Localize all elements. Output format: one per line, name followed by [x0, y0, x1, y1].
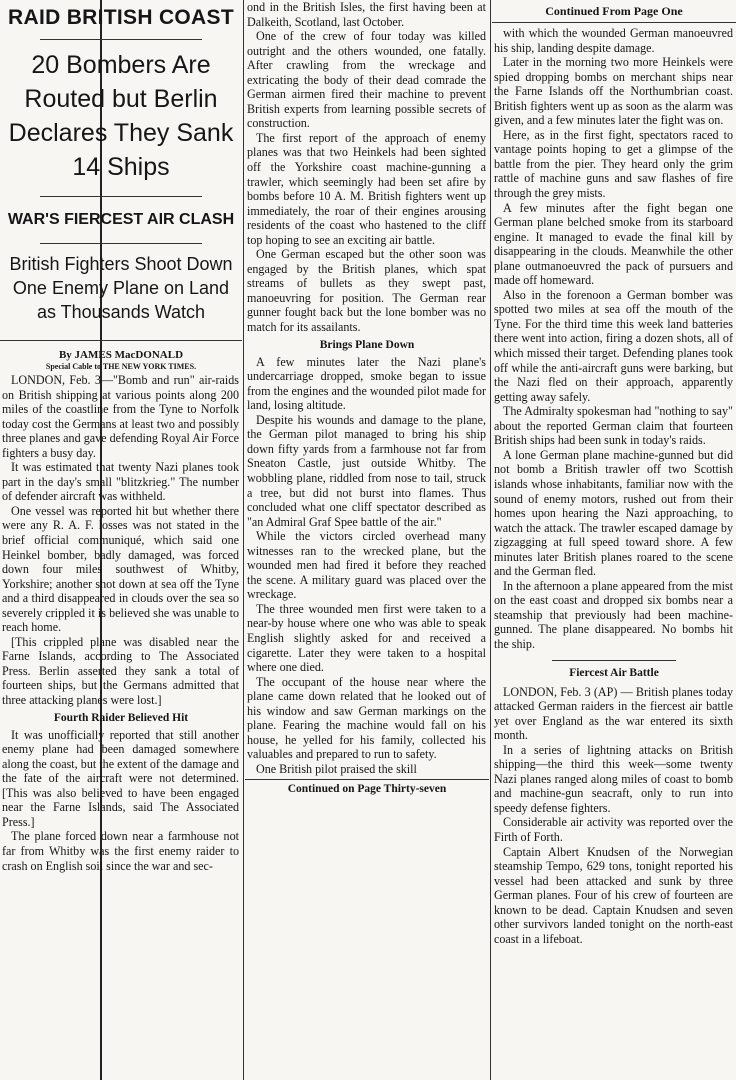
paragraph: One German escaped but the other soon was engaged by the British planes, which spat streams of bullets as they swept past, manoeuvring for position. The German rear gunner fought back but the lone bomber was no match for its assailants.	[247, 247, 486, 335]
headline-divider	[0, 340, 242, 341]
paragraph: One of the crew of four today was killed outright and the others wounded, one fatally. After crawling from the wreckage and extricating the body of their dead comrade the German airmen fired their machine to prevent British experts from learning possible secrets of construction.	[247, 29, 486, 131]
paragraph: Captain Albert Knudsen of the Norwegian steamship Tempo, 629 tons, tonight reported his vessel had been attacked and sunk by three German planes. Four of his crew of fourteen are known to be dead. Captain Knudsen and seven other survivors landed tonight on the north-east coast in a lifeboat.	[494, 844, 733, 946]
paragraph: While the victors circled overhead many witnesses ran to the wrecked plane, but the wounded men had fired it before they reached the scene. A military guard was placed over the wreckage.	[247, 529, 486, 602]
paragraph: The Admiralty spokesman had "nothing to say" about the reported German claim that fourteen British ships had been sunk in today's raids.	[494, 404, 733, 448]
paragraph: LONDON, Feb. 3—"Bomb and run" air-raids on British shipping at various points along 200 miles of the coastline from the Tyne to Norfolk today cost the Germans at least two and possibly three planes and gave defending Royal Air Force fighters a busy day.	[2, 373, 239, 460]
headline-deck-1: 20 Bombers Are Routed but Berlin Declares They Sank 14 Ships	[8, 51, 234, 181]
paragraph: A few minutes later the Nazi plane's undercarriage dropped, smoke began to issue from the engines and the wounded pilot made for land, losing altitude.	[247, 354, 486, 413]
headline-divider	[40, 196, 202, 197]
paragraph: ond in the British Isles, the first having been at Dalkeith, Scotland, last October.	[247, 0, 486, 29]
paragraph: One British pilot praised the skill	[256, 761, 417, 776]
paragraph: with which the wounded German manoeuvred his ship, landing despite damage.	[494, 26, 733, 55]
paragraph: Here, as in the first fight, spectators raced to vantage points hoping to get a glimpse of the battle from the pier. They heard only the grim rattle of machine guns and saw flashes of fire through the grey mists.	[494, 127, 733, 201]
paragraph: Considerable air activity was reported over the Firth of Forth.	[494, 815, 733, 844]
paragraph: A lone German plane machine-gunned but did not bomb a British trawler off two Scottish islands whose inhabitants, familiar now with the sound of enemy motors, rushed out from their homes upon hearing the Nazi approaching, to watch the attack. The trawler escaped damage by zigzagging at full speed toward shore. A few minutes later British planes roared to the scene and the German fled.	[494, 447, 733, 579]
header-divider	[492, 22, 736, 23]
column-3	[492, 0, 736, 1080]
column-rule	[243, 0, 244, 1080]
byline-credit: Special Cable to THE NEW YORK TIMES.	[45, 362, 197, 371]
main-headline: RAID BRITISH COAST	[8, 6, 234, 29]
headline-deck-2: WAR'S FIERCEST AIR CLASH	[7, 211, 235, 228]
subhead: Brings Plane Down	[319, 338, 415, 351]
paragraph: The occupant of the house near where the plane came down related that he looked out of his window and saw German markings on the plane. Fearing the machine would fall on his house, he yelled for his family, collected his valuables and prepared to run to safety.	[247, 674, 486, 762]
subhead: Fourth Raider Believed Hit	[53, 711, 189, 724]
headline-deck-3: British Fighters Shoot Down One Enemy Plane on Land as Thousands Watch	[9, 254, 233, 322]
continued-from-header: Continued From Page One	[545, 4, 683, 18]
column-1	[0, 0, 242, 1080]
paragraph: In the afternoon a plane appeared from the mist on the east coast and dropped six bombs near a steamship that previously had been machine-gunned. The plane disappeared. No bombs hit the ship.	[494, 578, 733, 651]
paragraph: Later in the morning two more Heinkels were spied dropping bombs on merchant ships near the Farne Islands off the Northumbrian coast. British fighters went up as soon as the alarm was given, and a few minutes later the fight was on.	[494, 55, 733, 128]
paragraph: Despite his wounds and damage to the plane, the German pilot managed to bring his ship down fifty yards from a farmhouse not far from Sneaton Castle, just outside Whitby. The wobbling plane, riddled from nose to tail, struck a tree, but did not burst into flames. Thus concluded what one cliff spectator described as "an Admiral Graf Spee battle of the air."	[247, 412, 486, 529]
column-2	[245, 0, 489, 1080]
headline-divider	[40, 39, 202, 40]
paragraph: It was estimated that twenty Nazi planes took part in the day's small "blitzkrieg." The number of defender aircraft was withheld.	[2, 460, 239, 504]
paragraph: It was unofficially reported that still another enemy plane had been damaged somewhere along the coast, but the extent of the damage and the fate of the aircraft were not determined. [This was also believed to have been engaged near the Farne Islands, said The Associated Press.]	[2, 727, 239, 829]
byline: By JAMES MacDONALD	[58, 349, 184, 361]
paragraph: [This crippled plane was disabled near the Farne Islands, according to The Associated Press. Berlin asserted they sank a total of fourteen ships, but the Germans admitted that three attacking planes were lost.]	[2, 634, 239, 708]
paragraph: The three wounded men first were taken to a near-by house where one who was able to speak English slightly asked for and received a cigarette. Later they were taken to a hospital where one died.	[247, 601, 486, 675]
paragraph: One vessel was reported hit but whether there were any R. A. F. losses was not stated in the brief official communiqué, which said one Heinkel bomber, badly damaged, was forced down four miles southwest of Whitby, Yorkshire; another shot down at sea off the Tyne and a third disappeared in clouds over the sea so severely crippled it is believed she was unable to reach home.	[2, 503, 239, 635]
paragraph: The plane forced down near a farmhouse not far from Whitby was the first enemy raider to crash on English soil since the war and sec-	[2, 829, 239, 873]
section-divider	[552, 660, 676, 661]
headline-divider	[40, 243, 202, 244]
continued-line: Continued on Page Thirty-seven	[245, 779, 489, 795]
paragraph: A few minutes after the fight began one German plane belched smoke from its starboard engine. It managed to evade the final kill by disappearing in the clouds. Meanwhile the other plane outmanoeuvred the pack of pursuers and made off homeward.	[494, 200, 733, 288]
column-rule	[490, 0, 491, 1080]
subhead: Fiercest Air Battle	[569, 666, 659, 679]
paragraph: LONDON, Feb. 3 (AP) — British planes today attacked German raiders in the fiercest air battle yet over England as the war entered its sixth month.	[494, 684, 733, 743]
paragraph: The first report of the approach of enemy planes was that two Heinkels had been sighted off the Yorkshire coast machine-gunning a trawler, which seemingly had been set afire by bombs before 10 A. M. British fighters went up immediately, the roar of their engines arousing residents of the coast who hastened to the cliff top hoping to see an exciting air battle.	[247, 130, 486, 247]
paragraph: Also in the forenoon a German bomber was spotted two miles at sea off the mouth of the Tyne. For the third time this week land batteries there went into action, firing a dozen shots, all of which missed their target. Defending planes took off while the anti-aircraft guns were barking, but the Nazi fled on their approach, apparently getting away safely.	[494, 287, 733, 404]
paragraph: In a series of lightning attacks on British shipping—the third this week—some twenty Nazi planes ranged along miles of coast to bomb and machine-gun seacraft, only to run into speedy defense fighters.	[494, 742, 733, 815]
